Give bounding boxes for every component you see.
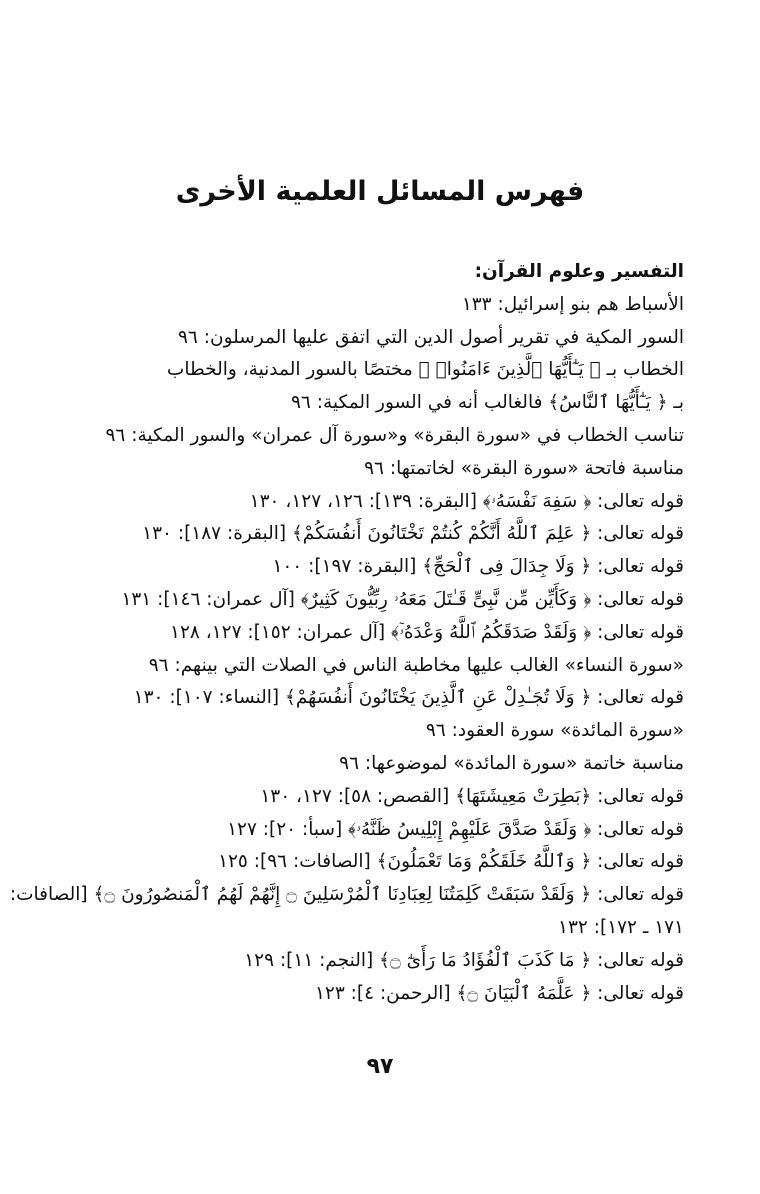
index-entry: السور المكية في تقرير أصول الدين التي اتفق عليها المرسلون: ٩٦: [178, 326, 684, 348]
index-entry-continuation: ١٧١ ـ ١٧٢]: ١٣٢: [558, 916, 684, 938]
index-entry: قوله تعالى: ﴿ عَلَّمَهُ ٱلْبَيَانَ ۝﴾ [الرحمن: ٤]: ١٢٣: [314, 982, 684, 1004]
index-entry-continuation: بـ ﴿ يَـٰٓأَيُّهَا ٱلنَّاسُ﴾ فالغالب أنه في السور المكية: ٩٦: [291, 392, 684, 414]
page-title: فهرس المسائل العلمية الأخرى: [175, 176, 585, 207]
index-entry: مناسبة فاتحة «سورة البقرة» لخاتمتها: ٩٦: [364, 457, 684, 479]
index-entry: قوله تعالى: ﴿ وَلَقَدْ سَبَقَتْ كَلِمَتُنَا لِعِبَادِنَا ٱلْمُرْسَلِينَ ۝ إِنَّهُمْ لَهُمُ ٱلْمَنصُورُونَ ۝﴾ [الصافات:: [9, 884, 684, 906]
index-entry: الخطاب بـ ﴿ يَـٰٓأَيُّهَا ٱلَّذِينَ ءَامَنُوا۟ ﴾ مختصًا بالسور المدنية، والخطاب: [166, 359, 684, 381]
page-number: ٩٧: [366, 1054, 394, 1079]
index-entry: الأسباط هم بنو إسرائيل: ١٣٣: [461, 293, 684, 315]
index-entry: قوله تعالى: ﴿ وَلَا تُجَـٰدِلْ عَنِ ٱلَّذِينَ يَخْتَانُونَ أَنفُسَهُمْ﴾ [النساء: ١٠٧]: ١٣٠: [133, 687, 684, 709]
index-entry: قوله تعالى: ﴿ وَلَقَدْ صَدَقَكُمُ ٱللَّهُ وَعْدَهُۥٓ﴾ [آل عمران: ١٥٢]: ١٢٧، ١٢٨: [170, 621, 684, 643]
index-entry: «سورة المائدة» سورة العقود: ٩٦: [425, 720, 684, 742]
index-entry: قوله تعالى: ﴿بَطِرَتْ مَعِيشَتَهَا﴾ [القصص: ٥٨]: ١٢٧، ١٣٠: [260, 785, 684, 807]
index-entry: قوله تعالى: ﴿ وَلَا جِدَالَ فِى ٱلْحَجِّ﴾ [البقرة: ١٩٧]: ١٠٠: [272, 556, 684, 578]
index-entry: قوله تعالى: ﴿ عَلِمَ ٱللَّهُ أَنَّكُمْ كُنتُمْ تَخْتَانُونَ أَنفُسَكُمْ﴾ [البقرة: ١٨٧]: ١٣٠: [142, 523, 684, 545]
index-entry: مناسبة خاتمة «سورة المائدة» لموضوعها: ٩٦: [339, 752, 684, 774]
index-entry: قوله تعالى: ﴿ وَٱللَّهُ خَلَقَكُمْ وَمَا تَعْمَلُونَ﴾ [الصافات: ٩٦]: ١٢٥: [218, 851, 684, 873]
index-body: [9, 256, 684, 1010]
index-entry: قوله تعالى: ﴿ مَا كَذَبَ ٱلْفُؤَادُ مَا رَأَىٰٓ ۝﴾ [النجم: ١١]: ١٢٩: [244, 949, 684, 971]
index-entry: تناسب الخطاب في «سورة البقرة» و«سورة آل عمران» والسور المكية: ٩٦: [105, 424, 684, 446]
index-entry: قوله تعالى: ﴿ وَلَقَدْ صَدَّقَ عَلَيْهِمْ إِبْلِيسُ ظَنَّهُۥ﴾ [سبأ: ٢٠]: ١٢٧: [227, 818, 684, 840]
index-entry: قوله تعالى: ﴿ وَكَأَيِّن مِّن نَّبِىٍّ قَـٰتَلَ مَعَهُۥ رِبِّيُّونَ كَثِيرٌ﴾ [آل عمران: ١٤٦]: ١٣١: [121, 588, 684, 610]
index-entry: «سورة النساء» الغالب عليها مخاطبة الناس في الصلات التي بينهم: ٩٦: [148, 654, 684, 676]
section-heading: التفسير وعلوم القرآن:: [474, 261, 684, 282]
index-entry: قوله تعالى: ﴿ سَفِهَ نَفْسَهُۥ﴾ [البقرة: ١٣٩]: ١٢٦، ١٢٧، ١٣٠: [249, 490, 684, 512]
